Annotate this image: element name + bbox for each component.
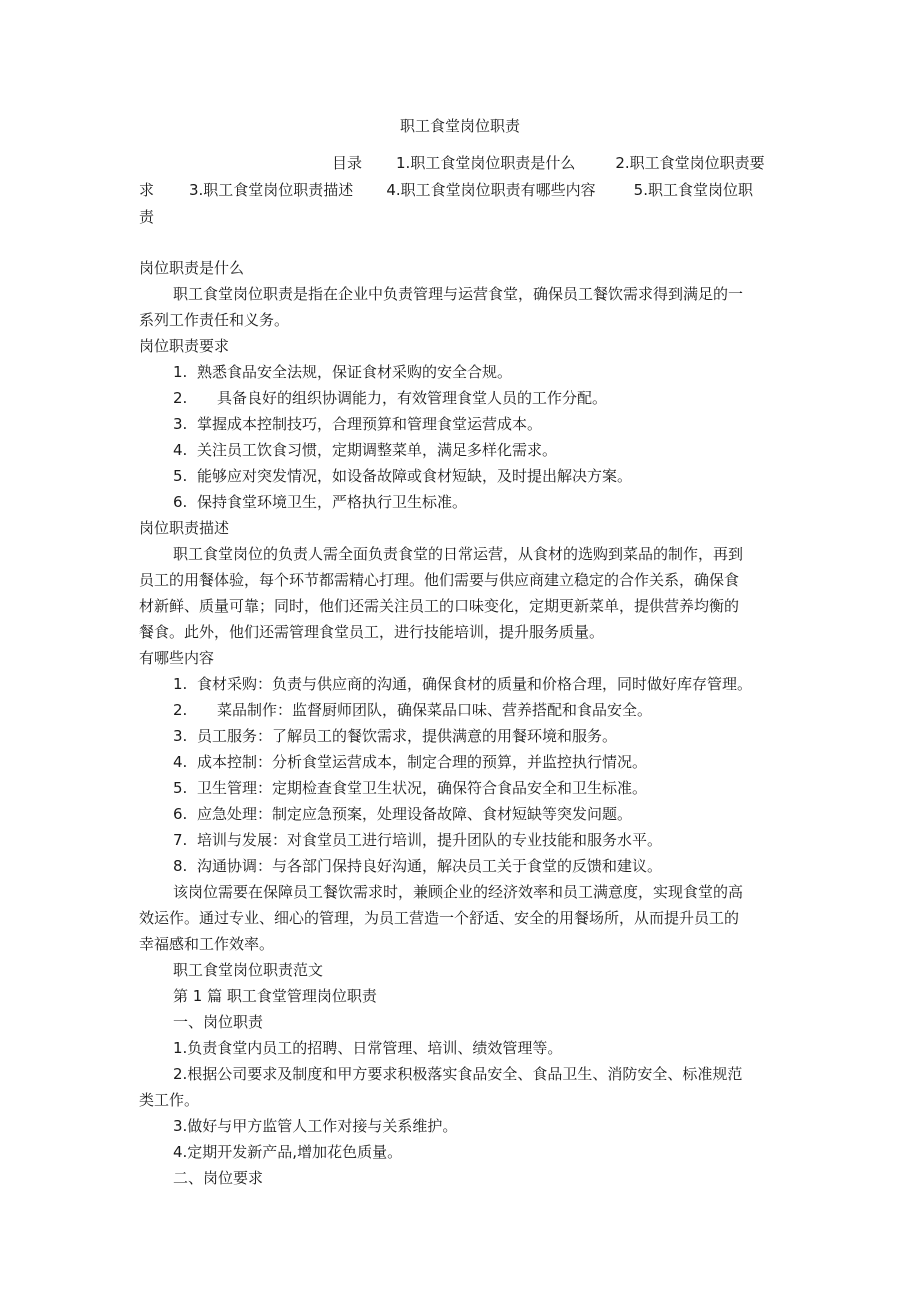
paragraph-line: 职工食堂岗位的负责人需全面负责食堂的日常运营，从食材的选购到菜品的制作，再到 xyxy=(173,545,744,563)
section-heading: 岗位职责描述 xyxy=(139,519,230,537)
paragraph-line: 类工作。 xyxy=(139,1091,200,1109)
sample-part-title: 第 1 篇 职工食堂管理岗位职责 xyxy=(173,987,377,1005)
toc-item-3[interactable]: 3.职工食堂岗位职责描述 xyxy=(189,181,354,199)
paragraph-line: 幸福感和工作效率。 xyxy=(139,935,275,953)
sample-section-heading: 一、岗位职责 xyxy=(173,1013,264,1031)
section-heading: 有哪些内容 xyxy=(139,649,215,667)
paragraph-line: 材新鲜、质量可靠；同时，他们还需关注员工的口味变化，定期更新菜单，提供营养均衡的 xyxy=(139,597,740,615)
sample-heading: 职工食堂岗位职责范文 xyxy=(173,961,324,979)
list-item: 8. 沟通协调：与各部门保持良好沟通，解决员工关于食堂的反馈和建议。 xyxy=(173,857,663,875)
paragraph-line: 该岗位需要在保障员工餐饮需求时，兼顾企业的经济效率和员工满意度，实现食堂的高 xyxy=(173,883,744,901)
section-heading: 岗位职责是什么 xyxy=(139,259,245,277)
list-item: 5. 能够应对突发情况，如设备故障或食材短缺，及时提出解决方案。 xyxy=(173,467,633,485)
sample-section-heading: 二、岗位要求 xyxy=(173,1169,264,1187)
toc-item-5[interactable]: 5.职工食堂岗位职 xyxy=(633,181,753,199)
list-item: 4. 成本控制：分析食堂运营成本，制定合理的预算，并监控执行情况。 xyxy=(173,753,648,771)
toc-line-1 xyxy=(139,150,784,177)
paragraph-line: 员工的用餐体验，每个环节都需精心打理。他们需要与供应商建立稳定的合作关系，确保食 xyxy=(139,571,740,589)
toc-item-1[interactable]: 1.职工食堂岗位职责是什么 xyxy=(396,154,576,172)
paragraph-line: 1.负责食堂内员工的招聘、日常管理、培训、绩效管理等。 xyxy=(173,1039,563,1057)
paragraph-line: 效运作。通过专业、细心的管理，为员工营造一个舒适、安全的用餐场所，从而提升员工的 xyxy=(139,909,740,927)
paragraph-line: 职工食堂岗位职责是指在企业中负责管理与运营食堂，确保员工餐饮需求得到满足的一 xyxy=(173,285,744,303)
toc-label: 目录 xyxy=(332,154,363,172)
list-item: 6. 保持食堂环境卫生，严格执行卫生标准。 xyxy=(173,493,468,511)
toc-line-2 xyxy=(139,177,784,204)
paragraph-line: 2.根据公司要求及制度和甲方要求积极落实食品安全、食品卫生、消防安全、标准规范 xyxy=(173,1065,743,1083)
toc-item-2[interactable]: 2.职工食堂岗位职责要 xyxy=(615,154,765,172)
list-item: 3. 掌握成本控制技巧，合理预算和管理食堂运营成本。 xyxy=(173,415,543,433)
paragraph-line: 3.做好与甲方监管人工作对接与关系维护。 xyxy=(173,1117,458,1135)
paragraph-line: 餐食。此外，他们还需管理食堂员工，进行技能培训，提升服务质量。 xyxy=(139,623,605,641)
list-item: 2. 菜品制作：监督厨师团队，确保菜品口味、营养搭配和食品安全。 xyxy=(173,701,653,719)
table-of-contents xyxy=(139,150,784,231)
section-heading: 岗位职责要求 xyxy=(139,337,230,355)
paragraph-line: 系列工作责任和义务。 xyxy=(139,311,290,329)
toc-item-2-cont[interactable]: 求 xyxy=(139,181,155,199)
toc-line-3 xyxy=(139,204,784,231)
list-item: 2. 具备良好的组织协调能力，有效管理食堂人员的工作分配。 xyxy=(173,389,608,407)
toc-item-5-cont[interactable]: 责 xyxy=(139,208,155,226)
list-item: 1. 熟悉食品安全法规，保证食材采购的安全合规。 xyxy=(173,363,513,381)
paragraph-line: 4.定期开发新产品,增加花色质量。 xyxy=(173,1143,403,1161)
list-item: 3. 员工服务：了解员工的餐饮需求，提供满意的用餐环境和服务。 xyxy=(173,727,618,745)
list-item: 5. 卫生管理：定期检查食堂卫生状况，确保符合食品安全和卫生标准。 xyxy=(173,779,648,797)
list-item: 1. 食材采购：负责与供应商的沟通，确保食材的质量和价格合理，同时做好库存管理。 xyxy=(173,675,753,693)
list-item: 6. 应急处理：制定应急预案，处理设备故障、食材短缺等突发问题。 xyxy=(173,805,633,823)
document-body xyxy=(139,255,799,1191)
list-item: 4. 关注员工饮食习惯，定期调整菜单，满足多样化需求。 xyxy=(173,441,558,459)
toc-item-4[interactable]: 4.职工食堂岗位职责有哪些内容 xyxy=(386,181,596,199)
list-item: 7. 培训与发展：对食堂员工进行培训，提升团队的专业技能和服务水平。 xyxy=(173,831,663,849)
document-title: 职工食堂岗位职责 xyxy=(399,117,520,135)
